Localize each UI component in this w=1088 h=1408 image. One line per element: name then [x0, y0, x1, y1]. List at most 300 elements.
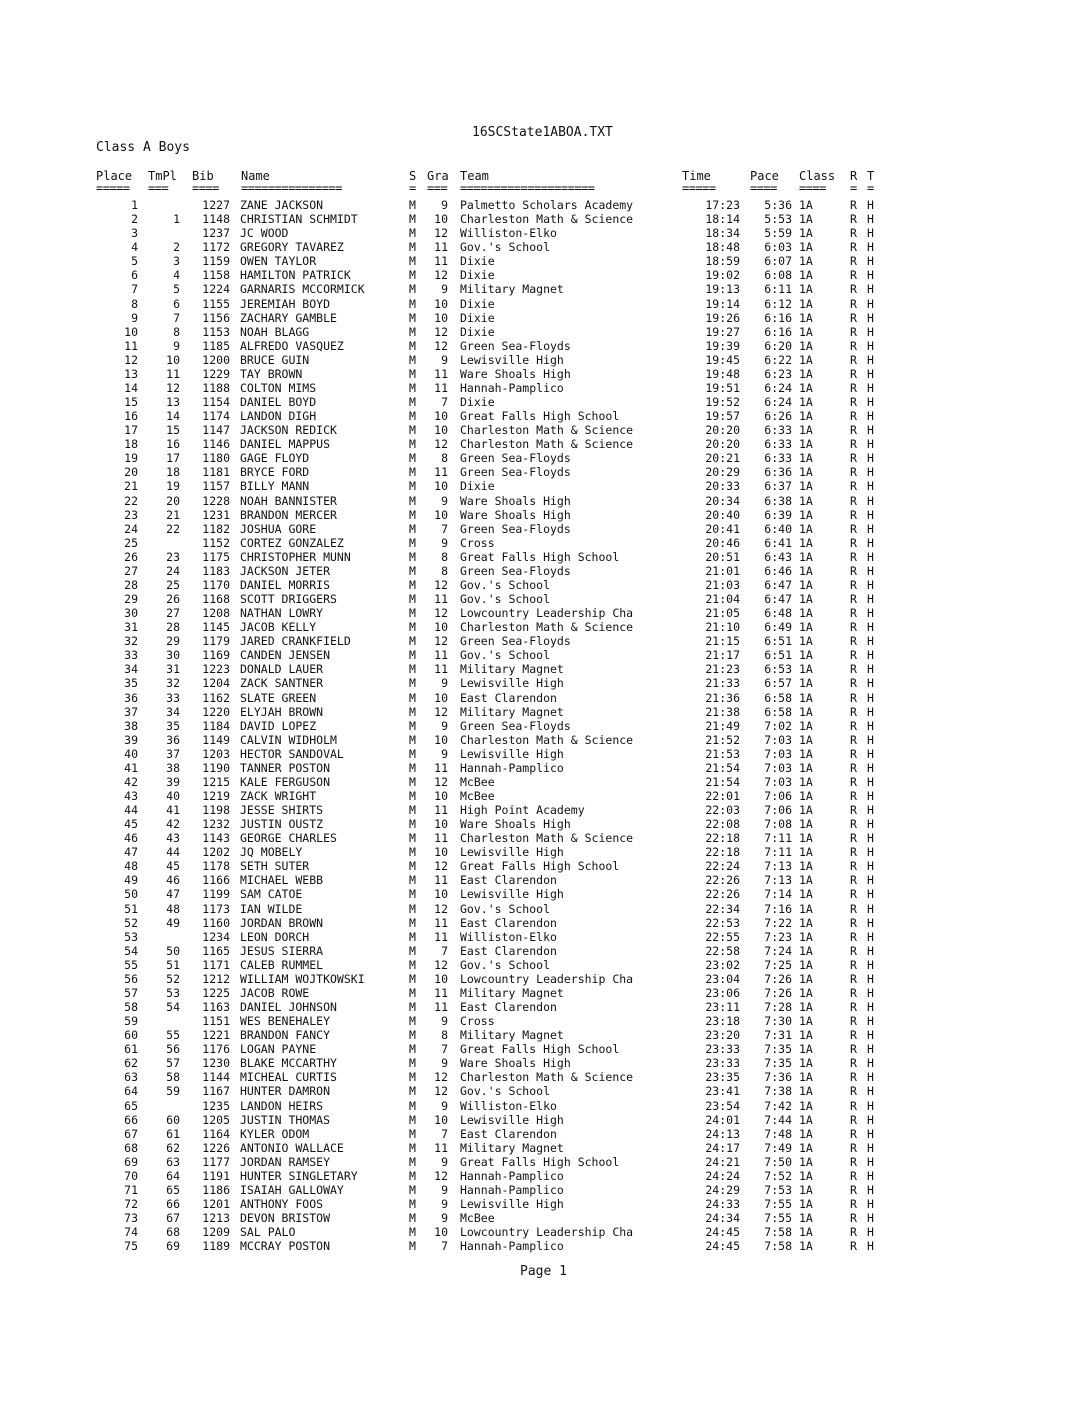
time-cell: 19:02	[705, 268, 740, 283]
sex-cell: M	[409, 563, 416, 578]
t-cell: H	[867, 873, 874, 888]
team-name-cell: Lewisville High	[460, 1112, 564, 1127]
t-cell: H	[867, 676, 874, 691]
sex-cell: M	[409, 760, 416, 775]
col-header-team-place: TmPl	[148, 169, 177, 183]
pace-cell: 6:24	[764, 395, 792, 409]
pace-cell: 7:44	[764, 1112, 792, 1127]
r-cell: R	[850, 1182, 857, 1197]
team-place-cell: 46	[166, 873, 180, 888]
col-header-class: Class	[799, 169, 836, 183]
bib-cell: 1168	[202, 592, 230, 606]
team-name-cell: Ware Shoals High	[460, 493, 571, 508]
r-cell: R	[850, 198, 857, 212]
athlete-name-cell: ZACK WRIGHT	[240, 788, 317, 803]
r-cell: R	[850, 1211, 857, 1225]
grade-cell: 11	[434, 915, 448, 930]
sex-cell: M	[409, 451, 416, 466]
r-cell: R	[850, 732, 857, 747]
athlete-name-cell: JESSE SHIRTS	[240, 803, 324, 817]
bib-cell: 1152	[202, 535, 230, 550]
team-name-cell: East Clarendon	[460, 943, 557, 958]
r-cell: R	[850, 915, 857, 930]
team-name-cell: Dixie	[460, 254, 495, 269]
pace-cell: 7:58	[764, 1239, 792, 1254]
place-cell: 54	[124, 943, 138, 958]
grade-cell: 9	[441, 1014, 448, 1029]
grade-cell: 10	[434, 310, 448, 325]
time-cell: 20:33	[705, 479, 740, 494]
sex-cell: M	[409, 352, 416, 367]
pace-cell: 6:22	[764, 352, 792, 367]
grade-cell: 12	[434, 1084, 448, 1099]
class-cell: 1A	[799, 1042, 813, 1057]
place-cell: 75	[124, 1239, 138, 1254]
t-cell: H	[867, 606, 874, 620]
class-cell: 1A	[799, 479, 813, 494]
place-cell: 59	[124, 1014, 138, 1029]
time-cell: 21:17	[705, 648, 740, 663]
place-cell: 32	[124, 634, 138, 649]
grade-cell: 11	[434, 366, 448, 381]
r-cell: R	[850, 226, 857, 241]
class-cell: 1A	[799, 943, 813, 958]
time-cell: 24:34	[705, 1211, 740, 1225]
class-cell: 1A	[799, 662, 813, 677]
bib-cell: 1171	[202, 957, 230, 972]
time-cell: 24:45	[705, 1239, 740, 1254]
pace-cell: 6:47	[764, 592, 792, 606]
time-cell: 20:51	[705, 549, 740, 564]
team-place-cell: 62	[166, 1140, 180, 1155]
bib-cell: 1153	[202, 324, 230, 339]
team-name-cell: Green Sea-Floyds	[460, 521, 571, 536]
time-cell: 20:21	[705, 451, 740, 466]
t-cell: H	[867, 521, 874, 536]
team-name-cell: Green Sea-Floyds	[460, 563, 571, 578]
team-name-cell: Dixie	[460, 324, 495, 339]
t-cell: H	[867, 859, 874, 874]
athlete-name-cell: LOGAN PAYNE	[240, 1042, 317, 1057]
team-place-cell: 41	[166, 803, 180, 817]
class-cell: 1A	[799, 690, 813, 705]
class-cell: 1A	[799, 1112, 813, 1127]
bib-cell: 1202	[202, 845, 230, 860]
r-cell: R	[850, 831, 857, 846]
sex-cell: M	[409, 338, 416, 353]
team-name-cell: Hannah-Pamplico	[460, 760, 564, 775]
grade-cell: 10	[434, 507, 448, 522]
place-cell: 71	[124, 1182, 138, 1197]
team-name-cell: Dixie	[460, 479, 495, 494]
bib-cell: 1223	[202, 662, 230, 677]
class-cell: 1A	[799, 423, 813, 438]
athlete-name-cell: CORTEZ GONZALEZ	[240, 535, 344, 550]
sex-cell: M	[409, 1112, 416, 1127]
t-cell: H	[867, 985, 874, 1000]
grade-cell: 12	[434, 606, 448, 620]
r-cell: R	[850, 282, 857, 297]
bib-cell: 1178	[202, 859, 230, 874]
r-cell: R	[850, 634, 857, 649]
athlete-name-cell: JUSTIN OUSTZ	[240, 817, 324, 832]
class-cell: 1A	[799, 620, 813, 635]
pace-cell: 7:14	[764, 887, 792, 902]
t-cell: H	[867, 310, 874, 325]
grade-cell: 11	[434, 648, 448, 663]
team-place-cell: 47	[166, 887, 180, 902]
column-separator-row	[96, 181, 874, 195]
time-cell: 23:04	[705, 971, 740, 986]
athlete-name-cell: JACOB KELLY	[240, 620, 317, 635]
class-cell: 1A	[799, 957, 813, 972]
r-cell: R	[850, 718, 857, 733]
team-name-cell: Military Magnet	[460, 662, 564, 677]
time-cell: 24:29	[705, 1182, 740, 1197]
t-cell: H	[867, 409, 874, 424]
athlete-name-cell: HUNTER DAMRON	[240, 1084, 331, 1099]
team-place-cell: 27	[166, 606, 180, 620]
pace-cell: 5:53	[764, 212, 792, 227]
pace-cell: 7:42	[764, 1098, 792, 1113]
pace-cell: 7:02	[764, 718, 792, 733]
athlete-name-cell: BRUCE GUIN	[240, 352, 310, 367]
team-place-cell: 32	[166, 676, 180, 691]
separator-pace: ====	[750, 181, 777, 195]
r-cell: R	[850, 324, 857, 339]
r-cell: R	[850, 409, 857, 424]
team-name-cell: Lewisville High	[460, 746, 564, 761]
pace-cell: 6:12	[764, 296, 792, 311]
r-cell: R	[850, 929, 857, 944]
grade-cell: 9	[441, 1154, 448, 1169]
team-place-cell: 69	[166, 1239, 180, 1254]
team-place-cell: 5	[173, 282, 180, 297]
class-cell: 1A	[799, 1239, 813, 1254]
time-cell: 21:54	[705, 774, 740, 789]
r-cell: R	[850, 1028, 857, 1043]
grade-cell: 12	[434, 324, 448, 339]
team-place-cell: 55	[166, 1028, 180, 1043]
grade-cell: 12	[434, 1070, 448, 1085]
team-place-cell: 61	[166, 1126, 180, 1141]
col-header-team: Team	[460, 169, 489, 183]
sex-cell: M	[409, 380, 416, 395]
pace-cell: 7:52	[764, 1168, 792, 1183]
sex-cell: M	[409, 282, 416, 297]
place-cell: 12	[124, 352, 138, 367]
time-cell: 24:24	[705, 1168, 740, 1183]
athlete-name-cell: ZANE JACKSON	[240, 198, 324, 212]
place-cell: 51	[124, 901, 138, 916]
class-cell: 1A	[799, 1225, 813, 1240]
sex-cell: M	[409, 662, 416, 677]
place-cell: 74	[124, 1225, 138, 1240]
time-cell: 22:03	[705, 803, 740, 817]
team-name-cell: Charleston Math & Science	[460, 212, 634, 227]
athlete-name-cell: TAY BROWN	[240, 366, 303, 381]
sex-cell: M	[409, 901, 416, 916]
r-cell: R	[850, 774, 857, 789]
class-cell: 1A	[799, 648, 813, 663]
team-place-cell: 64	[166, 1168, 180, 1183]
grade-cell: 9	[441, 282, 448, 297]
class-cell: 1A	[799, 493, 813, 508]
team-place-cell: 67	[166, 1211, 180, 1225]
athlete-name-cell: HECTOR SANDOVAL	[240, 746, 344, 761]
grade-cell: 10	[434, 1225, 448, 1240]
sex-cell: M	[409, 943, 416, 958]
r-cell: R	[850, 746, 857, 761]
t-cell: H	[867, 1239, 874, 1254]
pace-cell: 6:40	[764, 521, 792, 536]
team-name-cell: Williston-Elko	[460, 1098, 557, 1113]
class-cell: 1A	[799, 1211, 813, 1225]
t-cell: H	[867, 887, 874, 902]
sex-cell: M	[409, 268, 416, 283]
athlete-name-cell: JUSTIN THOMAS	[240, 1112, 331, 1127]
team-name-cell: East Clarendon	[460, 1000, 557, 1014]
place-cell: 65	[124, 1098, 138, 1113]
r-cell: R	[850, 240, 857, 255]
athlete-name-cell: KALE FERGUSON	[240, 774, 331, 789]
pace-cell: 7:55	[764, 1211, 792, 1225]
grade-cell: 11	[434, 985, 448, 1000]
grade-cell: 11	[434, 1140, 448, 1155]
place-cell: 72	[124, 1197, 138, 1211]
time-cell: 23:20	[705, 1028, 740, 1043]
team-place-cell: 18	[166, 465, 180, 480]
bib-cell: 1221	[202, 1028, 230, 1043]
time-cell: 21:15	[705, 634, 740, 649]
r-cell: R	[850, 1098, 857, 1113]
pace-cell: 7:06	[764, 788, 792, 803]
bib-cell: 1156	[202, 310, 230, 325]
class-cell: 1A	[799, 985, 813, 1000]
place-cell: 5	[131, 254, 138, 269]
time-cell: 22:26	[705, 873, 740, 888]
class-cell: 1A	[799, 409, 813, 424]
sex-cell: M	[409, 957, 416, 972]
t-cell: H	[867, 1154, 874, 1169]
grade-cell: 7	[441, 1239, 448, 1254]
team-place-cell: 3	[173, 254, 180, 269]
time-cell: 19:48	[705, 366, 740, 381]
team-name-cell: Dixie	[460, 310, 495, 325]
pace-cell: 6:58	[764, 704, 792, 719]
sex-cell: M	[409, 577, 416, 592]
team-place-cell: 10	[166, 352, 180, 367]
t-cell: H	[867, 1211, 874, 1225]
t-cell: H	[867, 732, 874, 747]
team-place-cell: 13	[166, 395, 180, 409]
grade-cell: 11	[434, 662, 448, 677]
grade-cell: 10	[434, 479, 448, 494]
team-name-cell: Hannah-Pamplico	[460, 380, 564, 395]
team-name-cell: Lewisville High	[460, 845, 564, 860]
r-cell: R	[850, 296, 857, 311]
class-cell: 1A	[799, 1028, 813, 1043]
bib-cell: 1148	[202, 212, 230, 227]
r-cell: R	[850, 803, 857, 817]
pace-cell: 7:03	[764, 732, 792, 747]
grade-cell: 10	[434, 423, 448, 438]
athlete-name-cell: JACOB ROWE	[240, 985, 310, 1000]
separator-bib: ====	[192, 181, 219, 195]
team-name-cell: Hannah-Pamplico	[460, 1168, 564, 1183]
sex-cell: M	[409, 479, 416, 494]
athlete-name-cell: ANTHONY FOOS	[240, 1197, 324, 1211]
separator-t: =	[867, 181, 874, 195]
class-cell: 1A	[799, 704, 813, 719]
r-cell: R	[850, 423, 857, 438]
class-cell: 1A	[799, 901, 813, 916]
grade-cell: 10	[434, 409, 448, 424]
time-cell: 22:24	[705, 859, 740, 874]
pace-cell: 6:51	[764, 648, 792, 663]
time-cell: 23:18	[705, 1014, 740, 1029]
place-cell: 28	[124, 577, 138, 592]
team-name-cell: Lewisville High	[460, 1197, 564, 1211]
r-cell: R	[850, 380, 857, 395]
t-cell: H	[867, 226, 874, 241]
r-cell: R	[850, 985, 857, 1000]
pace-cell: 6:23	[764, 366, 792, 381]
class-cell: 1A	[799, 803, 813, 817]
class-cell: 1A	[799, 788, 813, 803]
r-cell: R	[850, 648, 857, 663]
team-place-cell: 42	[166, 817, 180, 832]
place-cell: 43	[124, 788, 138, 803]
col-header-time: Time	[682, 169, 711, 183]
pace-cell: 7:03	[764, 774, 792, 789]
r-cell: R	[850, 1197, 857, 1211]
pace-cell: 7:26	[764, 971, 792, 986]
time-cell: 24:13	[705, 1126, 740, 1141]
class-cell: 1A	[799, 606, 813, 620]
team-name-cell: Palmetto Scholars Academy	[460, 198, 634, 212]
team-place-cell: 48	[166, 901, 180, 916]
sex-cell: M	[409, 831, 416, 846]
pace-cell: 7:11	[764, 845, 792, 860]
grade-cell: 12	[434, 338, 448, 353]
t-cell: H	[867, 915, 874, 930]
t-cell: H	[867, 395, 874, 409]
r-cell: R	[850, 873, 857, 888]
t-cell: H	[867, 493, 874, 508]
sex-cell: M	[409, 859, 416, 874]
grade-cell: 9	[441, 1098, 448, 1113]
separator-place: =====	[96, 181, 130, 195]
bib-cell: 1188	[202, 380, 230, 395]
place-cell: 52	[124, 915, 138, 930]
t-cell: H	[867, 451, 874, 466]
athlete-name-cell: JORDAN RAMSEY	[240, 1154, 331, 1169]
team-name-cell: Dixie	[460, 395, 495, 409]
time-cell: 22:18	[705, 831, 740, 846]
grade-cell: 11	[434, 760, 448, 775]
col-header-t: T	[867, 169, 875, 183]
place-cell: 50	[124, 887, 138, 902]
bib-cell: 1186	[202, 1182, 230, 1197]
t-cell: H	[867, 1197, 874, 1211]
class-cell: 1A	[799, 226, 813, 241]
t-cell: H	[867, 1056, 874, 1071]
sex-cell: M	[409, 1070, 416, 1085]
team-name-cell: Lewisville High	[460, 887, 564, 902]
pace-cell: 7:31	[764, 1028, 792, 1043]
r-cell: R	[850, 704, 857, 719]
time-cell: 21:36	[705, 690, 740, 705]
t-cell: H	[867, 803, 874, 817]
team-name-cell: Great Falls High School	[460, 1154, 620, 1169]
sex-cell: M	[409, 1098, 416, 1113]
place-cell: 73	[124, 1211, 138, 1225]
team-place-cell: 59	[166, 1084, 180, 1099]
place-cell: 3	[131, 226, 138, 241]
team-place-cell: 7	[173, 310, 180, 325]
athlete-name-cell: ELYJAH BROWN	[240, 704, 324, 719]
grade-cell: 9	[441, 676, 448, 691]
r-cell: R	[850, 943, 857, 958]
athlete-name-cell: CHRISTOPHER MUNN	[240, 549, 351, 564]
bib-cell: 1215	[202, 774, 230, 789]
team-name-cell: Gov.'s School	[460, 1084, 551, 1099]
pace-cell: 7:16	[764, 901, 792, 916]
bib-cell: 1155	[202, 296, 230, 311]
pace-cell: 6:38	[764, 493, 792, 508]
team-name-cell: East Clarendon	[460, 915, 557, 930]
t-cell: H	[867, 634, 874, 649]
class-cell: 1A	[799, 577, 813, 592]
sex-cell: M	[409, 366, 416, 381]
team-name-cell: Military Magnet	[460, 1028, 564, 1043]
place-cell: 44	[124, 803, 138, 817]
t-cell: H	[867, 1098, 874, 1113]
t-cell: H	[867, 718, 874, 733]
time-cell: 20:20	[705, 423, 740, 438]
t-cell: H	[867, 592, 874, 606]
bib-cell: 1219	[202, 788, 230, 803]
pace-cell: 6:47	[764, 577, 792, 592]
t-cell: H	[867, 1000, 874, 1014]
sex-cell: M	[409, 465, 416, 480]
place-cell: 62	[124, 1056, 138, 1071]
sex-cell: M	[409, 746, 416, 761]
r-cell: R	[850, 1225, 857, 1240]
place-cell: 2	[131, 212, 138, 227]
team-name-cell: Gov.'s School	[460, 577, 551, 592]
grade-cell: 7	[441, 1042, 448, 1057]
pace-cell: 7:03	[764, 760, 792, 775]
class-cell: 1A	[799, 1084, 813, 1099]
athlete-name-cell: ANTONIO WALLACE	[240, 1140, 344, 1155]
team-name-cell: Lewisville High	[460, 676, 564, 691]
team-place-cell: 49	[166, 915, 180, 930]
place-cell: 17	[124, 423, 138, 438]
pace-cell: 7:24	[764, 943, 792, 958]
r-cell: R	[850, 1154, 857, 1169]
place-cell: 53	[124, 929, 138, 944]
place-cell: 38	[124, 718, 138, 733]
time-cell: 21:04	[705, 592, 740, 606]
col-header-place: Place	[96, 169, 133, 183]
athlete-name-cell: GEORGE CHARLES	[240, 831, 337, 846]
grade-cell: 9	[441, 1056, 448, 1071]
place-cell: 67	[124, 1126, 138, 1141]
sex-cell: M	[409, 254, 416, 269]
pace-cell: 7:08	[764, 817, 792, 832]
